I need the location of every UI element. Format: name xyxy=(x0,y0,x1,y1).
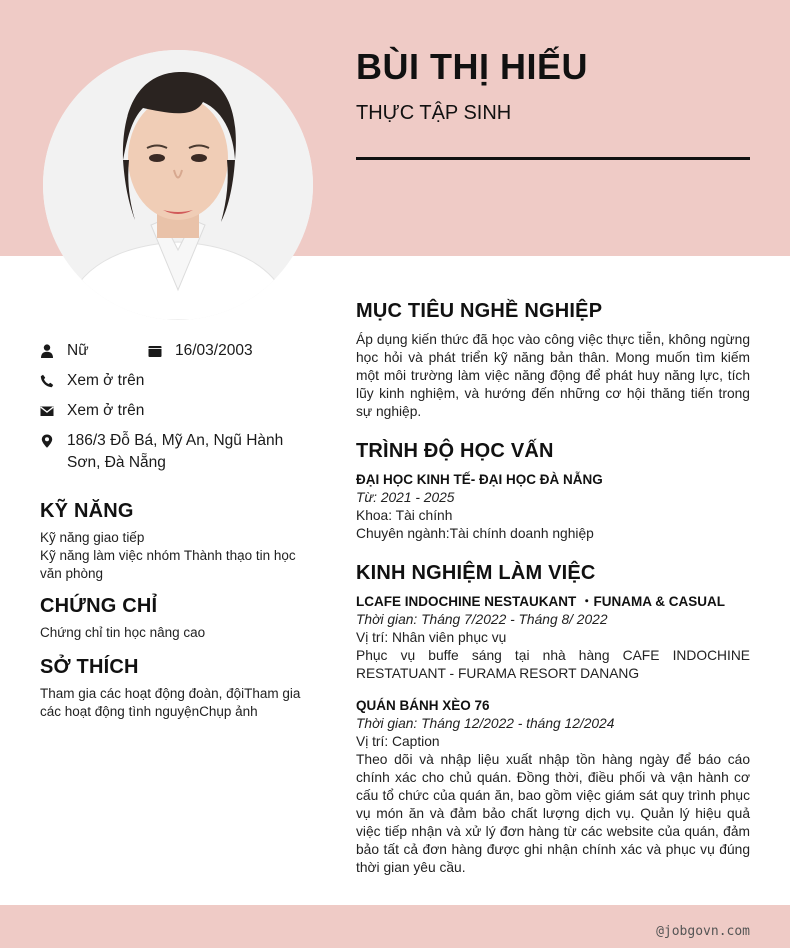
certificate-item: Chứng chỉ tin học nâng cao xyxy=(40,625,206,640)
experience-title: KINH NGHIỆM LÀM VIỆC xyxy=(356,562,596,584)
education-section xyxy=(356,440,750,543)
education-faculty: Khoa: Tài chính xyxy=(356,508,453,523)
objective-text: Áp dụng kiến thức đã học vào công việc thực tiễn, không ngừng học hỏi và phát triển kỹ năng bản thân. Mong muốn tìm kiếm một môi trường làm việc năng động để phát huy năng lực, tích lũy kinh nghiệm, và hướng đến những cơ hội thăng tiến trong sự nghiệp. xyxy=(356,332,750,419)
candidate-name: BÙI THỊ HIẾU xyxy=(356,46,589,87)
job-position: Vị trí: Nhân viên phục vụ xyxy=(356,630,507,645)
hobbies-title: SỞ THÍCH xyxy=(40,656,139,678)
objective-title: MỤC TIÊU NGHỀ NGHIỆP xyxy=(356,300,603,322)
phone-value: Xem ở trên xyxy=(67,372,145,389)
hobbies-text: Tham gia các hoạt động đoàn, độiTham gia các hoạt động tình nguyệnChụp ảnh xyxy=(40,686,301,719)
gender-dob-row xyxy=(40,340,320,362)
candidate-role: THỰC TẬP SINH xyxy=(356,102,512,124)
experience-section xyxy=(356,562,750,877)
location-pin-icon xyxy=(40,430,54,452)
education-major: Chuyên ngành:Tài chính doanh nghiệp xyxy=(356,526,594,541)
phone-icon xyxy=(40,370,54,392)
skill-item: Kỹ năng giao tiếp xyxy=(40,530,145,545)
education-period: Từ: 2021 - 2025 xyxy=(356,490,455,505)
gender-item xyxy=(40,340,148,362)
skills-title: KỸ NĂNG xyxy=(40,500,134,522)
education-title: TRÌNH ĐỘ HỌC VẤN xyxy=(356,440,554,462)
email-row xyxy=(40,400,320,422)
job-period: Thời gian: Tháng 7/2022 - Tháng 8/ 2022 xyxy=(356,612,608,627)
job-company: QUÁN BÁNH XÈO 76 xyxy=(356,698,490,713)
job-company: LCAFE INDOCHINE NESTAUKANT ・FUNAMA & CASUAL xyxy=(356,594,725,609)
job-entry xyxy=(356,593,750,683)
address-value: 186/3 Đỗ Bá, Mỹ An, Ngũ Hành Sơn, Đà Nẵng xyxy=(67,432,284,471)
phone-row xyxy=(40,370,320,392)
left-column xyxy=(40,340,320,721)
dob-item xyxy=(148,340,253,362)
certificates-title: CHỨNG CHỈ xyxy=(40,595,158,617)
person-icon xyxy=(40,340,54,362)
objective-section xyxy=(356,300,750,421)
footer-watermark: @jobgovn.com xyxy=(656,924,750,939)
dob-value: 16/03/2003 xyxy=(175,342,253,359)
email-value: Xem ở trên xyxy=(67,402,145,419)
profile-photo xyxy=(43,50,313,320)
skill-item: Kỹ năng làm việc nhóm Thành thạo tin học văn phòng xyxy=(40,548,296,581)
job-position: Vị trí: Caption xyxy=(356,734,440,749)
job-description: Theo dõi và nhập liệu xuất nhập tồn hàng ngày để báo cáo chính xác cho chủ quán. Đồng thời, điều phối và vận hành cơ cấu tổ chức của quán ăn, bao gồm việc giám sát quy trình phục vụ món ăn và đảm bảo chất lượng dịch vụ. Quản lý hiệu quả việc tiếp nhận và xử lý đơn hàng từ các website của quán, đảm bảo tất cả đơn hàng được ghi nhận chính xác và phục vụ đúng thời gian yêu cầu. xyxy=(356,752,750,875)
job-description: Phục vụ buffe sáng tại nhà hàng CAFE INDOCHINE RESTATUANT - FURAMA RESORT DANANG xyxy=(356,648,750,681)
mail-icon xyxy=(40,400,54,422)
school-name: ĐẠI HỌC KINH TẾ- ĐẠI HỌC ĐÀ NẴNG xyxy=(356,472,603,487)
job-entry xyxy=(356,697,750,877)
gender-value: Nữ xyxy=(67,342,89,359)
job-period: Thời gian: Tháng 12/2022 - tháng 12/2024 xyxy=(356,716,615,731)
address-row xyxy=(40,430,320,474)
title-divider xyxy=(356,157,750,160)
calendar-icon xyxy=(148,340,162,362)
